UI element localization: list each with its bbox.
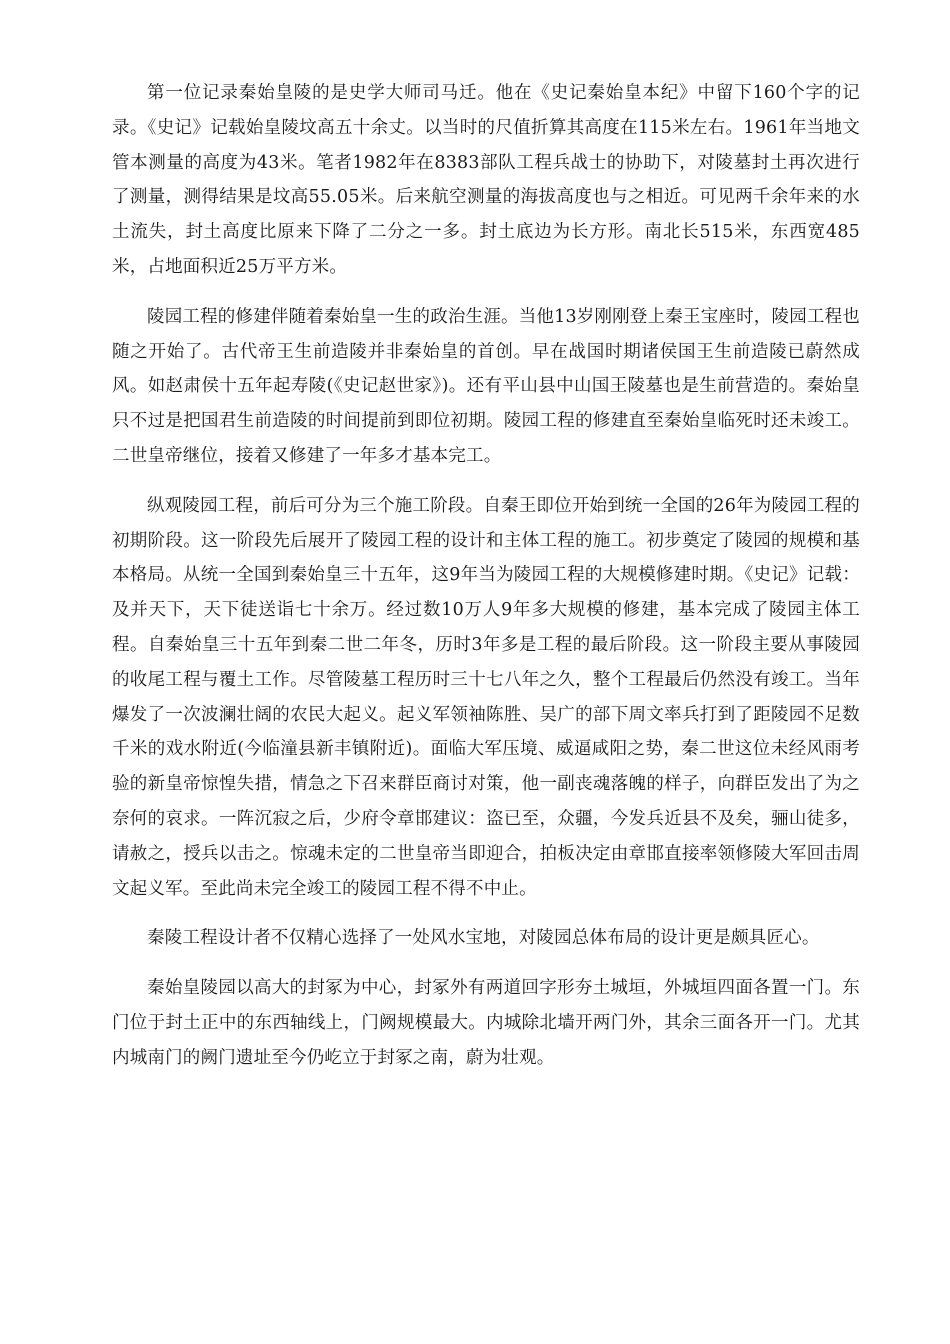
paragraph-shihuang-tomb-mound: 第一位记录秦始皇陵的是史学大师司马迁。他在《史记秦始皇本纪》中留下160个字的记录。《史记》记载始皇陵坟高五十余丈。以当时的尺值折算其高度在115米左右。1961年当地文管本测量的高度为43米。笔者1982年在8383部队工程兵战士的协助下，对陵墓封土再次进行了测量，测得结果是坟高55.05米。后来航空测量的海拔高度也与之相近。可见两千余年来的水土流失，封土高度比原来下降了二分之一多。封土底边为长方形。南北长515米，东西宽485米，占地面积近25万平方米。 <box>112 83 860 277</box>
paragraph-layout: 秦始皇陵园以高大的封冢为中心，封冢外有两道回字形夯土城垣，外城垣四面各置一门。东门位于封土正中的东西轴线上，门阙规模最大。内城除北墙开两门外，其余三面各开一门。尤其内城南门的阙门遗址至今仍屹立于封冢之南，蔚为壮观。 <box>112 978 860 1068</box>
paragraph-construction-phases: 纵观陵园工程，前后可分为三个施工阶段。自秦王即位开始到统一全国的26年为陵园工程的初期阶段。这一阶段先后展开了陵园工程的设计和主体工程的施工。初步奠定了陵园的规模和基本格局。从统一全国到秦始皇三十五年，这9年当为陵园工程的大规模修建时期。《史记》记载：及并天下，天下徒送诣七十余万。经过数10万人9年多大规模的修建，基本完成了陵园主体工程。自秦始皇三十五年到秦二世二年冬，历时3年多是工程的最后阶段。这一阶段主要从事陵园的收尾工程与覆土工作。尽管陵墓工程历时三十七八年之久，整个工程最后仍然没有竣工。当年爆发了一次波澜壮阔的农民大起义。起义军领袖陈胜、吴广的部下周文率兵打到了距陵园不足数千米的戏水附近(今临潼县新丰镇附近)。面临大军压境、威逼咸阳之势，秦二世这位未经风雨考验的新皇帝惊惶失措，情急之下召来群臣商讨对策，他一副丧魂落魄的样子，向群臣发出了为之奈何的哀求。一阵沉寂之后，少府令章邯建议：盗已至，众疆，今发兵近县不及矣，骊山徒多，请赦之，授兵以击之。惊魂未定的二世皇帝当即迎合，拍板决定由章邯直接率领修陵大军回击周文起义军。至此尚未完全竣工的陵园工程不得不中止。 <box>112 495 860 899</box>
paragraph-design-intro: 秦陵工程设计者不仅精心选择了一处风水宝地，对陵园总体布局的设计更是颇具匠心。 <box>147 928 820 949</box>
document-body <box>112 76 860 1091</box>
paragraph-construction-start: 陵园工程的修建伴随着秦始皇一生的政治生涯。当他13岁刚刚登上秦王宝座时，陵园工程也随之开始了。古代帝王生前造陵并非秦始皇的首创。早在战国时期诸侯国王生前造陵已蔚然成风。如赵肃侯十五年起寿陵(《史记赵世家》)。还有平山县中山国王陵墓也是生前营造的。秦始皇只不过是把国君生前造陵的时间提前到即位初期。陵园工程的修建直至秦始皇临死时还未竣工。二世皇帝继位，接着又修建了一年多才基本完工。 <box>112 306 860 466</box>
